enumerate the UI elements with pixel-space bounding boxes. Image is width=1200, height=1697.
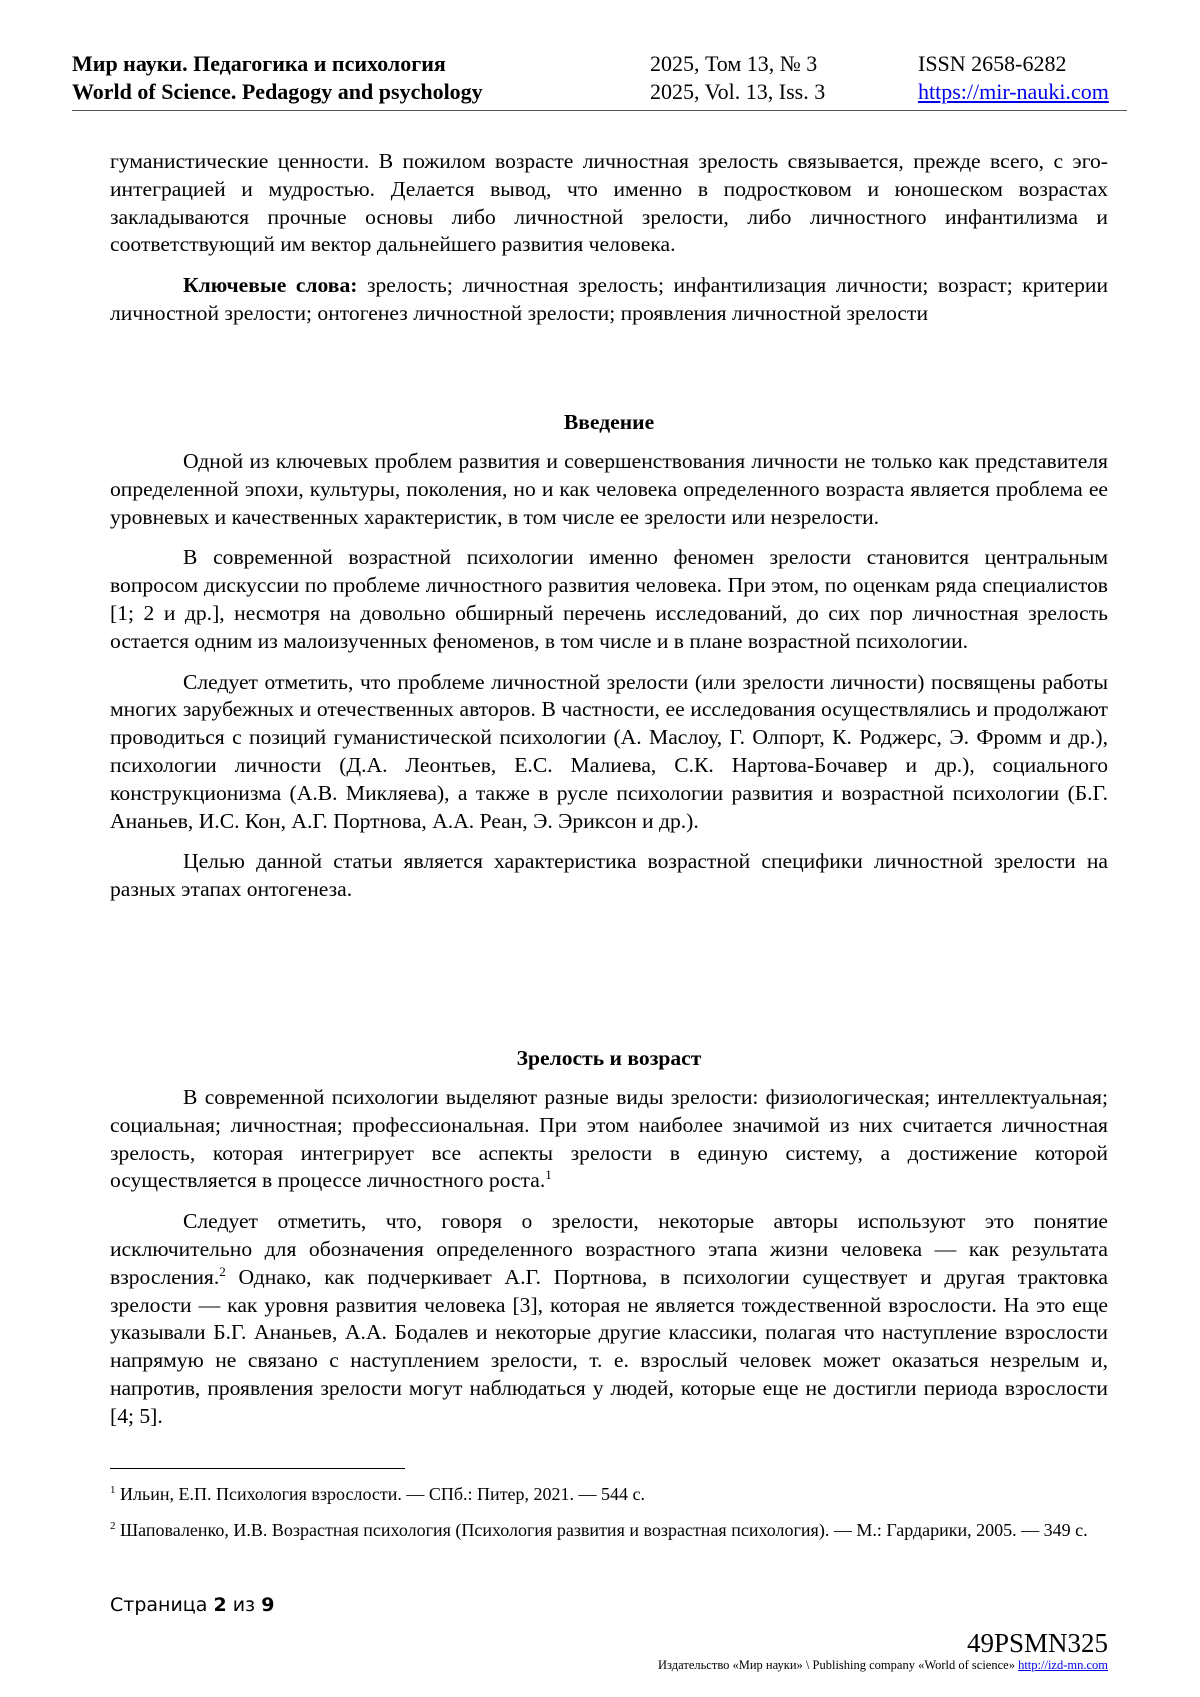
footnote-1: $^1$ Ильин, Е.П. Психология взрослости. — СПб.: Питер, 2021. — 544 с. xyxy=(110,1484,646,1504)
page-number: Страница 2 из 9 xyxy=(110,1594,275,1616)
journal-title-en: World of Science. Pedagogy and psychology xyxy=(72,79,483,104)
issn: ISSN 2658-6282 xyxy=(918,51,1067,76)
keywords-label: Ключевые слова: xyxy=(183,273,358,298)
maturity-paragraph-2: Следует отметить, что, говоря о зрелости, некоторые авторы используют это понятие исключительно для обозначения определенного возрастного этапа жизни человека — как результата взросления.$^2$ Однако, как подчеркивает А.Г. Портнова, в психологии существует и другая трактовка зрелости — как уровня развития человека [3], которая не является тождественной взрослости. На это еще указывали Б.Г. Ананьев, А.А. Бодалев и некоторые другие классики, полагая что наступление взрослости напрямую не связано с наступлением зрелости, т. е. взрослый человек может оказаться незрелым и, напротив, проявления зрелости могут наблюдаться у людей, которые еще не достигли периода взрослости [4; 5]. xyxy=(110,1209,1108,1428)
article-code: 49PSMN325 xyxy=(966,1628,1108,1658)
abstract-tail: гуманистические ценности. В пожилом возрасте личностная зрелость связывается, прежде всего, с эго-интеграцией и мудростью. Делается вывод, что именно в подростковом и юношеском возрастах закладываются прочные основы либо личностной зрелости, либо личностного инфантилизма и соответствующий им вектор дальнейшего развития человека. xyxy=(110,149,1108,257)
footnote-divider xyxy=(110,1468,405,1469)
footnote-ref-2[interactable]: 2 xyxy=(219,1263,226,1279)
journal-url-link[interactable]: https://mir-nauki.com xyxy=(918,79,1109,104)
article-body-top xyxy=(110,148,1108,341)
section-title-maturity: Зрелость и возраст xyxy=(516,1046,702,1070)
header-divider xyxy=(72,110,1127,111)
journal-title xyxy=(72,50,483,106)
section-title-intro: Введение xyxy=(563,410,655,434)
intro-paragraph-2: В современной возрастной психологии именно феномен зрелости становится центральным вопросом дискуссии по проблеме личностного развития человека. При этом, по оценкам ряда специалистов [1; 2 и др.], несмотря на довольно обширный перечень исследований, до сих пор личностная зрелость остается одним из малоизученных феноменов, в том числе и в плане возрастной психологии. xyxy=(110,545,1108,653)
journal-title-ru: Мир науки. Педагогика и психология xyxy=(72,51,446,76)
issue-en: 2025, Vol. 13, Iss. 3 xyxy=(650,79,826,104)
publisher-url-link[interactable]: http://izd-mn.com xyxy=(1018,1658,1108,1672)
maturity-section xyxy=(110,1044,1108,1444)
publisher-line: Издательство «Мир науки» \ Publishing company «World of science» http://izd-mn.com xyxy=(658,1658,1108,1672)
intro-paragraph-4: Целью данной статьи является характеристика возрастной специфики личностной зрелости на разных этапах онтогенеза. xyxy=(110,849,1108,902)
intro-paragraph-1: Одной из ключевых проблем развития и совершенствования личности не только как представителя определенной эпохи, культуры, поколения, но и как человека определенного возраста является проблема ее уровневых и качественных характеристик, в том числе ее зрелости или незрелости. xyxy=(110,449,1108,529)
issue-ru: 2025, Том 13, № 3 xyxy=(650,51,818,76)
issue-info xyxy=(650,50,825,106)
keywords-text: зрелость; личностная зрелость; инфантилизация личности; возраст; критерии личностной зрелости; онтогенез личностной зрелости; проявления личностной зрелости xyxy=(110,273,1108,325)
issn-block xyxy=(918,50,1109,106)
intro-section xyxy=(110,408,1108,917)
maturity-paragraph-1: В современной психологии выделяют разные виды зрелости: физиологическая; интеллектуальная; социальная; личностная; профессиональная. При этом наиболее значимой из них считается личностная зрелость, которая интегрирует все аспекты зрелости в единую систему, а достижение которой осуществляется в процессе личностного роста.$^1$ xyxy=(110,1085,1108,1193)
intro-paragraph-3: Следует отметить, что проблеме личностной зрелости (или зрелости личности) посвящены работы многих зарубежных и отечественных авторов. В частности, ее исследования осуществлялись и продолжают проводиться с позиций гуманистической психологии (А. Маслоу, Г. Олпорт, К. Роджерс, Э. Фромм и др.), психологии личности (Д.А. Леонтьев, Е.С. Малиева, С.К. Нартова-Бочавер и др.), социального конструкционизма (А.В. Микляева), а также в русле психологии развития и возрастной психологии (Б.Г. Ананьев, И.С. Кон, А.Г. Портнова, А.А. Реан, Э. Эриксон и др.). xyxy=(110,669,1108,833)
footnote-2: $^2$ Шаповаленко, И.В. Возрастная психология (Психология развития и возрастная психология). — М.: Гардарики, 2005. — 349 с. xyxy=(110,1520,1088,1540)
keywords-paragraph xyxy=(110,272,1108,328)
footnote-ref-1[interactable]: 1 xyxy=(545,1167,552,1183)
